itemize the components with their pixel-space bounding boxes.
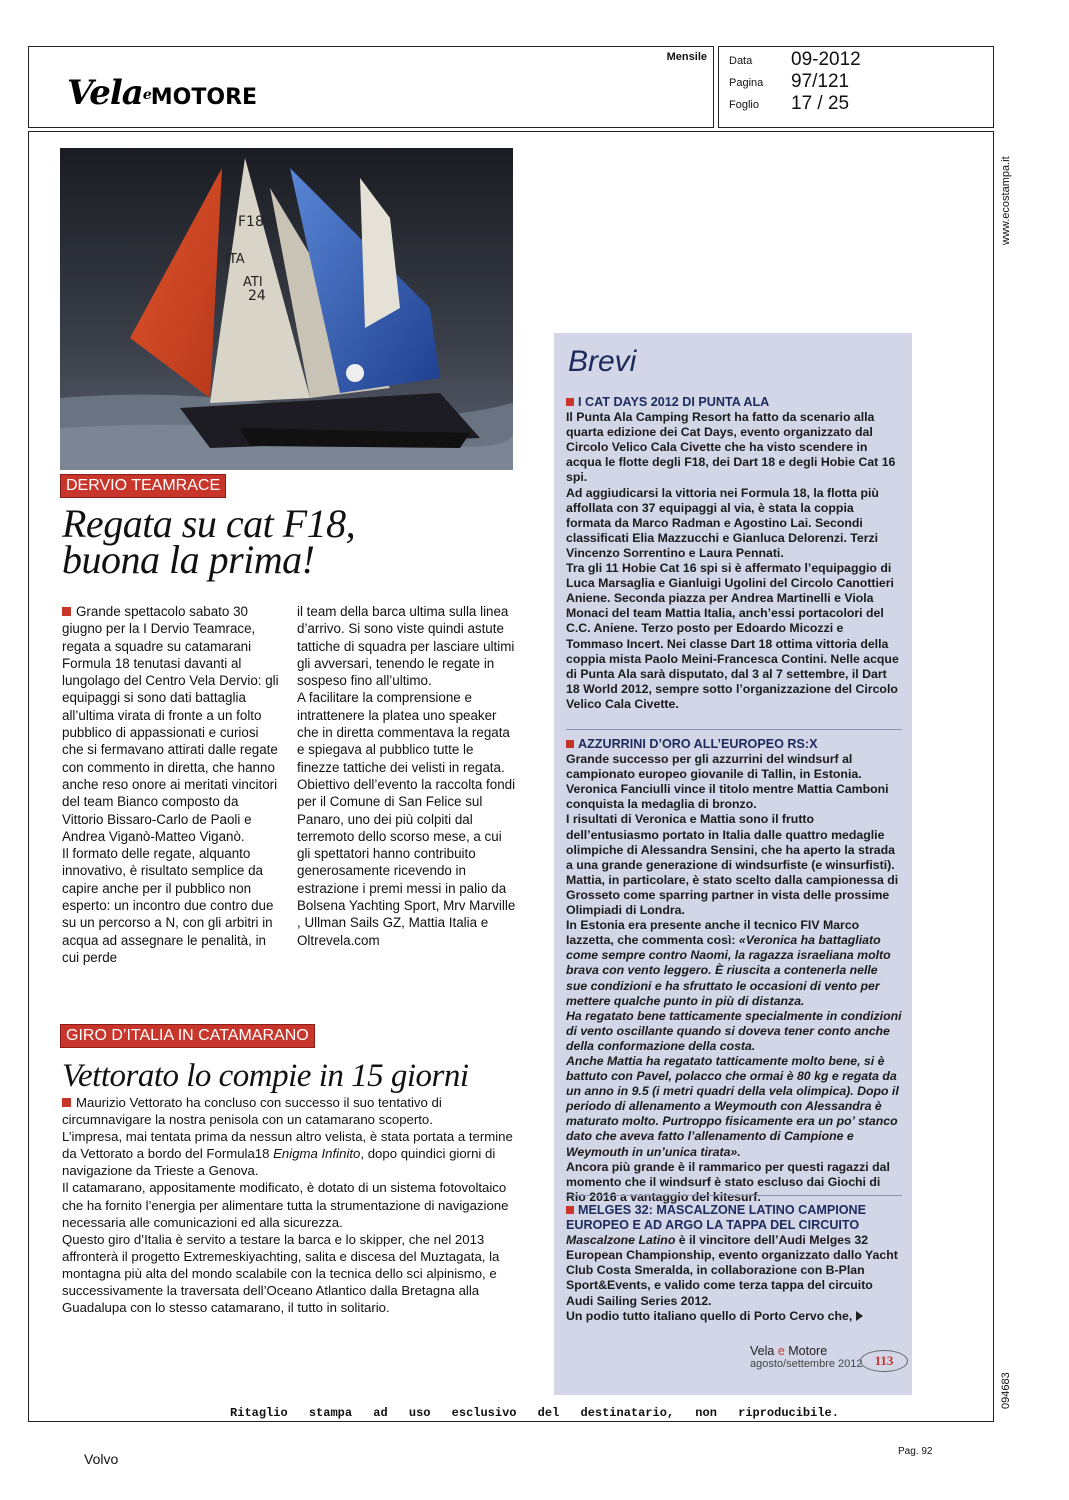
- catamaran-photo: [60, 148, 513, 470]
- periodicity-label: Mensile: [666, 51, 707, 63]
- article2-title: Vettorato lo compie in 15 giorni: [62, 1058, 469, 1094]
- brevi-item-cat-days: I CAT DAYS 2012 DI PUNTA ALA Il Punta Ala Camping Resort ha fatto da scenario alla quarta edizione dei Cat Days, evento organizzato dal Circolo Velico Cala Civette che ha visto scendere in acqua le flotte degli F18, dei Dart 18 e degli Hobie Cat 16 spi. Ad aggiudicarsi la vittoria nei Formula 18, la flotta più affollata con 37 equipaggi al via, è stata la coppia formata da Marco Radman e Agostino Lai. Secondi classificati Elia Mazzucchi e Gianluca Delorenzi. Terzi Vincenzo Sorrentino e Laura Pennati. Tra gli 11 Hobie Cat 16 spi si è affermato l’equipaggio di Luca Marsaglia e Gianluigi Ugolini del Circolo Canottieri Aniene. Seconda piazza per Andrea Martinelli e Viola Monaci del team Mattia Italia, anch’essi portacolori del C.C. Aniene. Terzo posto per Edoardo Micozzi e Tommaso Incert. Nei classe Dart 18 ottima vittoria della coppia mista Paolo Meini-Francesca Contini. Nelle acque di Punta Ala sarà disputato, dal 3 al 7 settembre, il Dart 18 World 2012, sempre sotto l’organizzazione del Circolo Velico Cala Civette.: [566, 395, 899, 711]
- meta-label-page: Pagina: [729, 77, 764, 89]
- section-tag-dervio: DERVIO TEAMRACE: [60, 474, 226, 498]
- meta-label-sheet: Foglio: [729, 99, 759, 111]
- article2-body: Maurizio Vettorato ha concluso con successo il suo tentativo di circumnavigare la nostra penisola con un catamarano scoperto. L’impresa, mai tentata prima da nessun altro velista, è stata portata a termine da Vettorato a bordo del Formula18 Enigma Infinito, dopo quindici giorni di navigazione da Trieste a Genova. Il catamarano, appositamente modificato, è dotato di un sistema fotovoltaico che ha fornito l’energia per alimentare tutta la strumentazione di navigazione necessaria alle comunicazioni ed alla sicurezza. Questo giro d’Italia è servito a testare la barca e lo skipper, che nel 2013 affronterà il progetto Extremeskiyachting, salita e discesa del Muztagata, la montagna più alta del mondo scalabile con la tecnica dello sci alpinismo, e successivamente la traversata dell’Oceano Atlantico dalla Bretagna alla Guadalupa con lo stesso catamarano, il tutto in solitario.: [62, 1095, 513, 1316]
- brevi-divider: [566, 1195, 902, 1196]
- footer-page: Pag. 92: [898, 1446, 933, 1457]
- continue-arrow-icon: [856, 1311, 863, 1321]
- brevi-item-melges: MELGES 32: MASCALZONE LATINO CAMPIONE EUROPEO E AD ARGO LA TAPPA DEL CIRCUITO Mascalzone Latino è il vincitore dell’Audi Melges 32 European Championship, evento organizzato dallo Yacht Club Costa Smeralda, in collaborazione con B-Plan Sport&Events, e valido come terza tappa del circuito Audi Sailing Series 2012. Un podio tutto italiano quello di Porto Cervo che,: [566, 1203, 898, 1323]
- svg-text:F18: F18: [238, 214, 264, 230]
- bullet-icon: [566, 740, 574, 748]
- meta-value-sheet: 17 / 25: [791, 93, 850, 114]
- svg-text:ATI: ATI: [243, 275, 263, 290]
- magazine-page-number: 113: [860, 1350, 908, 1372]
- brevi-title: Brevi: [568, 345, 637, 378]
- header-box: [28, 46, 714, 128]
- meta-value-page: 97/121: [791, 71, 850, 92]
- article1-column-2: il team della barca ultima sulla linea d’arrivo. Si sono viste quindi astute tattiche di squadra per lasciare ultimi gli avversari, tenendo le regate in sospeso fino all’ultimo. A facilitare la comprensione e intrattenere la platea uno speaker che in diretta commentava la regata e spiegava al pubblico tutte le finezze tattiche dei velisti in regata. Obiettivo dell’evento la raccolta fondi per il Comune di San Felice sul Panaro, uno dei più colpiti dal terremoto dello scorso mese, a cui gli spettatori hanno contribuito generosamente ricevendo in estrazione i premi messi in palio da Bolsena Yachting Sport, Mrv Marville , Ullman Sails GZ, Mattia Italia e Oltrevela.com: [297, 604, 516, 948]
- meta-box: [718, 46, 994, 128]
- article1-column-1: Grande spettacolo sabato 30 giugno per la I Dervio Teamrace, regata a squadre su catamarani Formula 18 tenutasi davanti al lungolago del Centro Vela Dervio: gli equipaggi si sono dati battaglia all’ultima virata di fronte a un folto pubblico di appassionati e curiosi che si fermavano attirati dalle regate con commento in diretta, che hanno anche reso onore ai meritati vincitori del team Bianco composto da Vittorio Bissaro-Carlo de Paoli e Andrea Viganò-Matteo Viganò. Il formato delle regate, alquanto innovativo, è risultato semplice da capire anche per il pubblico non esperto: un incontro due contro due su un percorso a N, con gli arbitri in acqua ad assegnare le penalità, in cui perde: [62, 604, 279, 965]
- bullet-icon: [566, 398, 574, 406]
- article1-title: Regata su cat F18, buona la prima!: [62, 501, 356, 582]
- side-url: www.ecostampa.it: [1000, 156, 1012, 245]
- brevi-divider: [566, 729, 902, 730]
- meta-label-date: Data: [729, 55, 753, 67]
- svg-text:ITA: ITA: [225, 252, 245, 267]
- magazine-logo: VelaeMOTORE: [67, 73, 258, 113]
- footer-client: Volvo: [84, 1451, 119, 1467]
- brevi-item-azzurrini: AZZURRINI D’ORO ALL’EUROPEO RS:X Grande successo per gli azzurrini del windsurf al campionato europeo giovanile di Tallin, in Estonia. Veronica Fanciulli vince il titolo mentre Mattia Camboni conquista la medaglia di bronzo. I risultati di Veronica e Mattia sono il frutto dell’entusiasmo portato in Italia dalle quattro medaglie olimpiche di Alessandra Sensini, che ha aperto la strada a una grande generazione di windsurfiste (e winsurfisti). Mattia, in particolare, è stato scelto dalla campionessa di Grosseto come sparring partner in vista delle prossime Olimpiadi di Londra. In Estonia era presente anche il tecnico FIV Marco Iazzetta, che commenta così: «Veronica ha battagliato come sempre contro Naomi, la ragazza israeliana molto brava con vento leggero. È riuscita a contenerla nelle sue condizioni e ha sfruttato le occasioni di vento per mettere qualche punto in più di distanza. Ha regatato bene tatticamente specialmente in condizioni di vento oscillante quando si doveva tener conto anche della conformazione della costa. Anche Mattia ha regatato tatticamente molto bene, si è battuto con Pavel, polacco che ormai è 80 kg e regata da un anno in 9.5 (i metri quadri della vela olimpica). Dopo il periodo di allenamento a Weymouth con Alessandra è maturato molto. Purtroppo fisicamente era un po’ stanco dato che aveva fatto l’allenamento di Campione e Weymouth in un’unica tirata». Ancora più grande è il rammarico per questi ragazzi dal momento che il windsurf è stato escluso dai Giochi di Rio 2016 a vantaggio del kitesurf.: [566, 737, 902, 1204]
- svg-text:24: 24: [248, 288, 266, 304]
- bullet-icon: [62, 1098, 71, 1107]
- side-code: 094683: [1000, 1372, 1012, 1409]
- bullet-icon: [566, 1206, 574, 1214]
- bullet-icon: [62, 607, 71, 616]
- meta-value-date: 09-2012: [791, 49, 861, 70]
- section-tag-giro: GIRO D’ITALIA IN CATAMARANO: [60, 1024, 315, 1048]
- disclaimer: Ritaglio stampa ad uso esclusivo del destinatario, non riproducibile.: [230, 1406, 839, 1420]
- magazine-footer: Vela e Motore agosto/settembre 2012: [750, 1344, 863, 1370]
